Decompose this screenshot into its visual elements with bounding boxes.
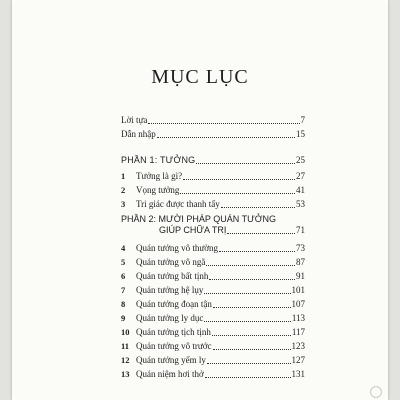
toc-entry-page: 73 [296,243,305,253]
show-through-text [48,0,380,62]
toc-entry-title: Quán tưởng yếm ly [136,355,206,365]
toc-leader-dots [183,179,295,180]
toc-entry [121,369,305,380]
toc-chapter-number: 12 [121,355,130,365]
toc-entry-page: 91 [296,271,305,281]
toc-leader-dots [206,265,295,266]
book-page [12,0,388,400]
toc-entry [121,257,305,268]
page-corner-mark [370,386,382,398]
toc-chapter-number: 9 [121,313,126,323]
toc-entry-title: Tưởng là gì? [136,171,183,181]
toc-leader-dots [180,193,295,194]
toc-leader-dots [207,363,291,364]
toc-leader-dots [212,335,291,336]
toc-entry [121,243,305,254]
toc-entry-title: Quán tưởng đoạn tận [136,299,212,309]
toc-entry-page: 117 [291,327,305,337]
toc-entry-title: PHẦN 1: TƯỞNG [121,155,196,165]
toc-entry-page: 53 [296,199,305,209]
toc-chapter-number: 11 [121,341,130,351]
toc-chapter-number: 10 [121,327,130,337]
page-title: MỤC LỤC [151,66,249,88]
toc-entry-page: 127 [291,355,305,365]
toc-entry-title: Quán tưởng vô thường [136,243,219,253]
toc-entry [121,355,305,366]
toc-leader-dots [204,321,290,322]
toc-leader-dots [213,349,291,350]
toc-entry-title: Quán niệm hơi thở [136,369,204,379]
toc-leader-dots [205,377,291,378]
toc-entry [121,327,305,338]
toc-entry-page: 25 [296,155,305,165]
toc-entry-title: Vọng tưởng [136,185,180,195]
toc-entry [121,299,305,310]
toc-entry-page: 87 [296,257,305,267]
toc-entry [121,171,305,182]
toc-entry [121,313,305,324]
toc-entry [121,129,305,140]
toc-entry-page: 123 [291,341,305,351]
toc-entry-title: Quán tưởng bất tịnh [136,271,209,281]
toc-chapter-number: 3 [121,199,126,209]
toc-entry-page: 113 [291,313,305,323]
toc-chapter-number: 13 [121,369,130,379]
toc-leader-dots [148,123,299,124]
toc-entry-page: 107 [291,299,305,309]
toc-entry [121,199,305,210]
toc-leader-dots [209,279,295,280]
toc-chapter-number: 1 [121,171,126,181]
toc-chapter-number: 8 [121,299,126,309]
toc-leader-dots [227,233,295,234]
toc-entry [121,155,305,166]
toc-part-2-page: 71 [296,225,305,235]
toc-part-2-line1: PHẦN 2: MƯỜI PHÁP QUÁN TƯỞNG [121,214,276,224]
toc-entry [121,185,305,196]
toc-entry-title: Lời tựa [121,115,148,125]
toc-entry [121,341,305,352]
toc-entry [121,115,305,126]
toc-entry-page: 7 [300,115,305,125]
toc-entry-page: 41 [296,185,305,195]
toc-entry-title: Quán tưởng vô trước [136,341,212,351]
toc-part-2-line2: GIÚP CHỮA TRỊ [159,225,227,235]
toc-chapter-number: 4 [121,243,126,253]
toc-entry-page: 27 [296,171,305,181]
toc-entry-title: Quán tưởng vô ngã [136,257,206,267]
toc-chapter-number: 2 [121,185,126,195]
toc-leader-dots [213,307,291,308]
toc-entry-title: Tri giác được thanh tẩy [136,199,220,209]
toc-entry-page: 101 [291,285,305,295]
toc-chapter-number: 7 [121,285,126,295]
toc-leader-dots [204,293,290,294]
toc-entry [121,285,305,296]
toc-leader-dots [196,163,295,164]
toc-entry-page: 131 [291,369,305,379]
toc-part-2-line2-row [121,225,305,236]
toc-leader-dots [221,207,295,208]
toc-chapter-number: 6 [121,271,126,281]
toc-leader-dots [219,251,295,252]
toc-entry-title: Quán tưởng hệ lụy [136,285,204,295]
toc-entry-title: Quán tưởng ly dục [136,313,204,323]
toc-chapter-number: 5 [121,257,126,267]
toc-entry-page: 15 [296,129,305,139]
toc-leader-dots [157,137,295,138]
toc-entry-title: Dẫn nhập [121,129,156,139]
toc-part-2 [121,214,305,236]
toc-entry [121,271,305,282]
toc-entry-title: Quán tưởng tịch tịnh [136,327,211,337]
